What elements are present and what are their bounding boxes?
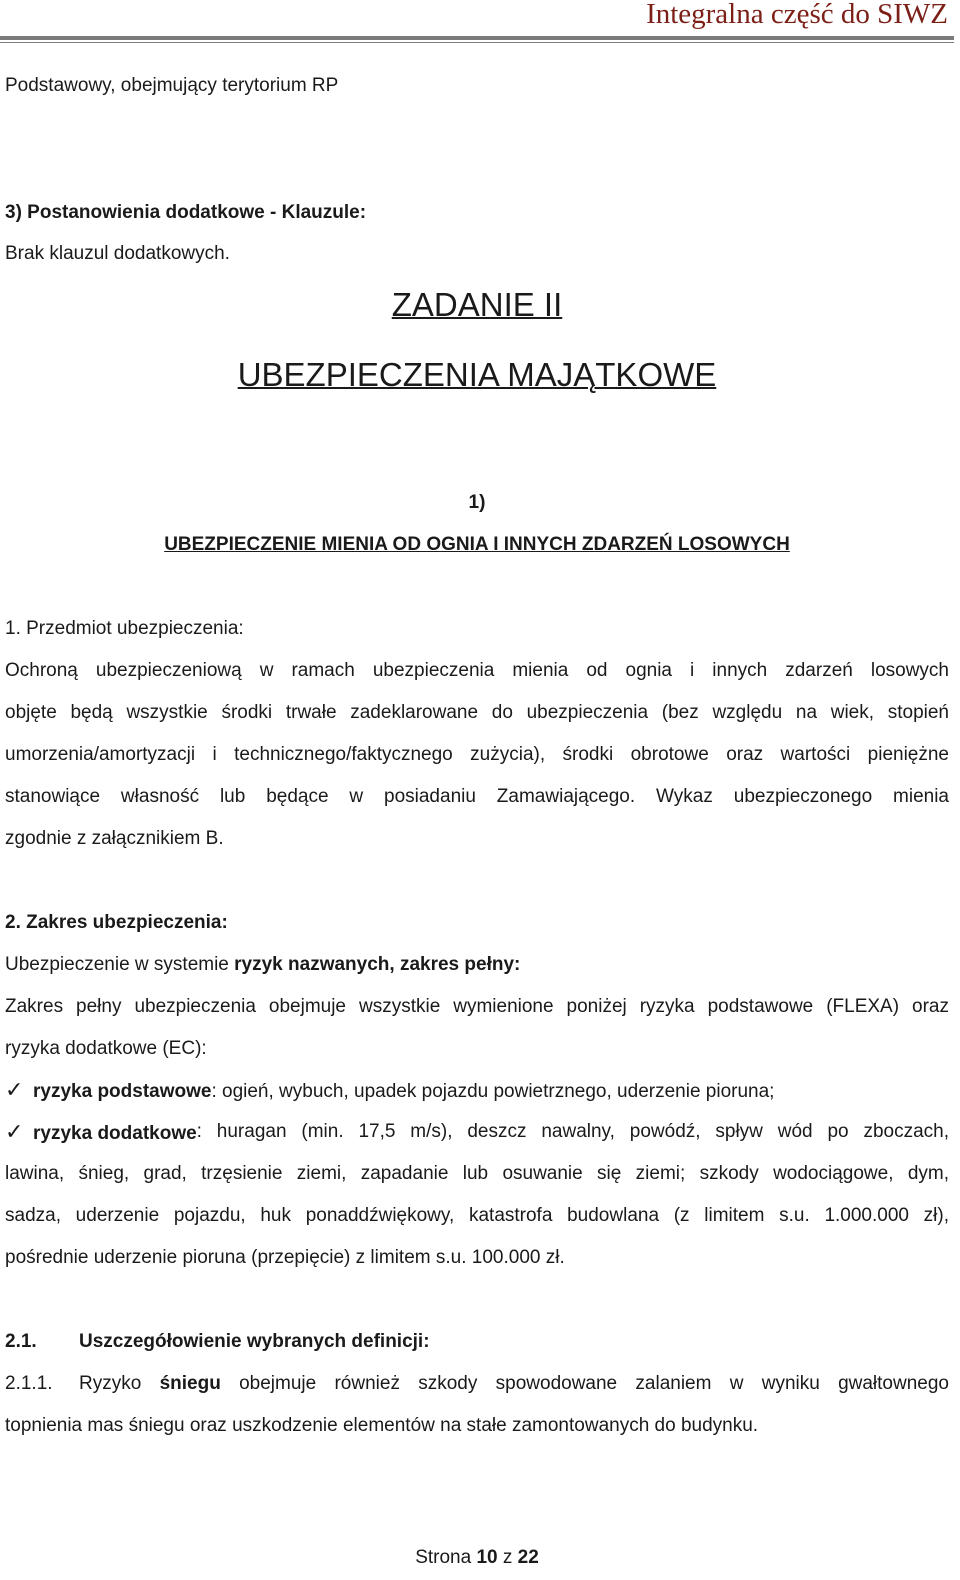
checkmark-icon: ✓ [5,1119,24,1144]
territory-text: Podstawowy, obejmujący terytorium RP [5,75,339,96]
definitions-heading [5,1330,430,1354]
basic-risks-item [5,1078,774,1104]
scope-full-line-2: ryzyka dodatkowe (EC): [5,1038,207,1059]
scope-system-line [5,953,520,977]
footer-separator: z [497,1547,518,1568]
extra-risks-text: : huragan (min. 17,5 m/s), deszcz nawalny, powódź, spływ wód po zboczach, [196,1121,949,1142]
page-footer [0,1546,954,1570]
task-title: ZADANIE II [391,286,563,323]
subject-line: Ochroną ubezpieczeniową w ramach ubezpieczenia mienia od ognia i innych zdarzeń losowych [5,660,949,681]
definition-item-last-line: topnienia mas śniegu oraz uszkodzenie elementów na stałe zamontowanych do budynku. [5,1415,759,1436]
scope-system-prefix: Ubezpieczenie w systemie [5,954,235,975]
subject-line: stanowiące własność lub będące w posiadaniu Zamawiającego. Wykaz ubezpieczonego mienia [5,786,949,807]
extra-risks-item [5,1120,949,1146]
item-number: 1) [468,492,486,513]
section3-text: Brak klauzul dodatkowych. [5,243,230,264]
definition-item-bold: śniegu [159,1373,221,1394]
task-subtitle: UBEZPIECZENIA MAJĄTKOWE [237,356,717,393]
footer-prefix: Strona [415,1547,477,1568]
definition-item-text [79,1372,949,1396]
subject-last-line: zgodnie z załącznikiem B. [5,828,224,849]
extra-risks-line: lawina, śnieg, grad, trzęsienie ziemi, zapadanie lub osuwanie się ziemi; szkody wodociągowe, dym, [5,1163,949,1184]
subject-line: umorzenia/amortyzacji i technicznego/faktycznego zużycia), środki obrotowe oraz wartości pieniężne [5,744,949,765]
subject-line: objęte będą wszystkie środki trwałe zadeklarowane do ubezpieczenia (bez względu na wiek, stopień [5,702,949,723]
extra-risks-line: sadza, uderzenie pojazdu, huk ponaddźwiękowy, katastrofa budowlana (z limitem s.u. 1.000.000 zł), [5,1205,949,1226]
header-rule [0,36,954,40]
header-title: Integralna część do SIWZ [646,0,948,30]
scope-system-bold: ryzyk nazwanych, zakres pełny: [234,954,521,975]
scope-heading: 2. Zakres ubezpieczenia: [5,912,228,933]
basic-risks-text: : ogień, wybuch, upadek pojazdu powietrznego, uderzenie pioruna; [211,1081,775,1102]
definition-item [5,1372,949,1396]
definition-item-prefix: Ryzyko [79,1373,160,1394]
header-rule-thin [0,42,954,43]
extra-risks-last-line: pośrednie uderzenie pioruna (przepięcie) z limitem s.u. 100.000 zł. [5,1247,565,1268]
footer-page-number: 10 [476,1547,498,1568]
scope-full-line: Zakres pełny ubezpieczenia obejmuje wszystkie wymienione poniżej ryzyka podstawowe (FLEXA) oraz [5,996,949,1017]
footer-total-pages: 22 [517,1547,539,1568]
definition-item-rest: obejmuje również szkody spowodowane zalaniem w wyniku gwałtownego [220,1373,949,1394]
definitions-title: Uszczegółowienie wybranych definicji: [79,1331,430,1352]
subject-heading: 1. Przedmiot ubezpieczenia: [5,618,244,639]
extra-risks-label: ryzyka dodatkowe [33,1123,197,1144]
checkmark-icon: ✓ [5,1077,24,1102]
item-title: UBEZPIECZENIE MIENIA OD OGNIA I INNYCH ZDARZEŃ LOSOWYCH [164,534,790,555]
definitions-number: 2.1. [5,1331,37,1352]
basic-risks-label: ryzyka podstawowe [33,1081,212,1102]
definition-item-number: 2.1.1. [5,1373,53,1394]
section3-heading: 3) Postanowienia dodatkowe - Klauzule: [5,202,367,223]
